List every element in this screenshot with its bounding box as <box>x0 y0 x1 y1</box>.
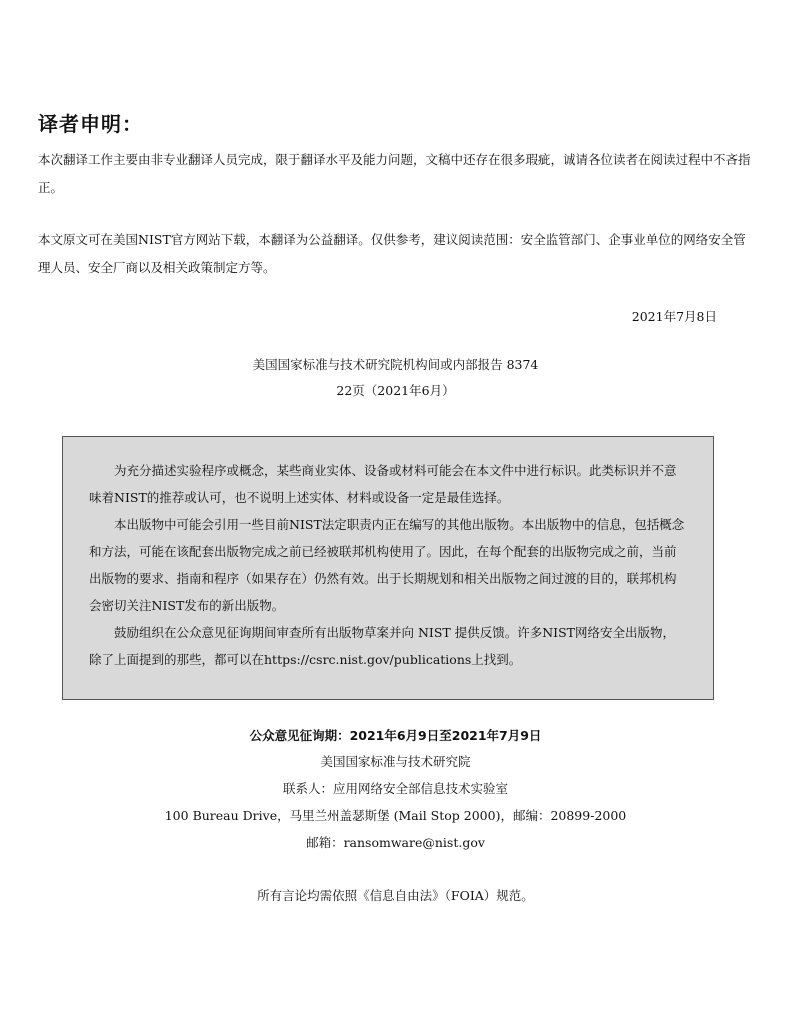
disclaimer-box <box>62 436 714 700</box>
translator-note-paragraph-1: 本次翻译工作主要由非专业翻译人员完成，限于翻译水平及能力问题，文稿中还存在很多瑕疵，诚请各位读者在阅读过程中不吝指正。 <box>38 152 751 195</box>
foia-notice: 所有言论均需依照《信息自由法》（FOIA）规范。 <box>257 888 534 903</box>
translator-note-paragraph-2: 本文原文可在美国NIST官方网站下载，本翻译为公益翻译。仅供参考，建议阅读范围：安全监管部门、企事业单位的网络安全管理人员、安全厂商以及相关政策制定方等。 <box>38 232 746 275</box>
disclaimer-paragraph-2: 本出版物中可能会引用一些目前NIST法定职责内正在编写的其他出版物。本出版物中的信息，包括概念和方法，可能在该配套出版物完成之前已经被联邦机构使用了。因此，在每个配套的出版物完成之前，当前出版物的要求、指南和程序（如果存在）仍然有效。出于长期规划和相关出版物之间过渡的目的，联邦机构会密切关注NIST发布的新出版物。 <box>89 517 685 613</box>
translation-date: 2021年7月8日 <box>631 309 717 324</box>
contact-email: 邮箱：ransomware@nist.gov <box>306 835 485 850</box>
contact-line: 联系人：应用网络安全部信息技术实验室 <box>282 781 508 796</box>
translator-note-heading: 译者申明： <box>38 112 143 136</box>
mailing-address: 100 Bureau Drive，马里兰州盖瑟斯堡 (Mail Stop 2000)，邮编：20899-2000 <box>164 808 627 823</box>
disclaimer-paragraph-1: 为充分描述实验程序或概念，某些商业实体、设备或材料可能会在本文件中进行标识。此类标识并不意味着NIST的推荐或认可，也不说明上述实体、材料或设备一定是最佳选择。 <box>89 463 677 505</box>
disclaimer-paragraph-3: 鼓励组织在公众意见征询期间审查所有出版物草案并向 NIST 提供反馈。许多NIST网络安全出版物，除了上面提到的那些，都可以在https://csrc.nist.gov/publications上找到。 <box>89 625 676 667</box>
organization-name: 美国国家标准与技术研究院 <box>320 754 471 769</box>
comment-period-title: 公众意见征询期：2021年6月9日至2021年7月9日 <box>249 728 542 743</box>
report-pages: 22页（2021年6月） <box>336 383 455 398</box>
report-title: 美国国家标准与技术研究院机构间或内部报告 8374 <box>252 357 539 372</box>
